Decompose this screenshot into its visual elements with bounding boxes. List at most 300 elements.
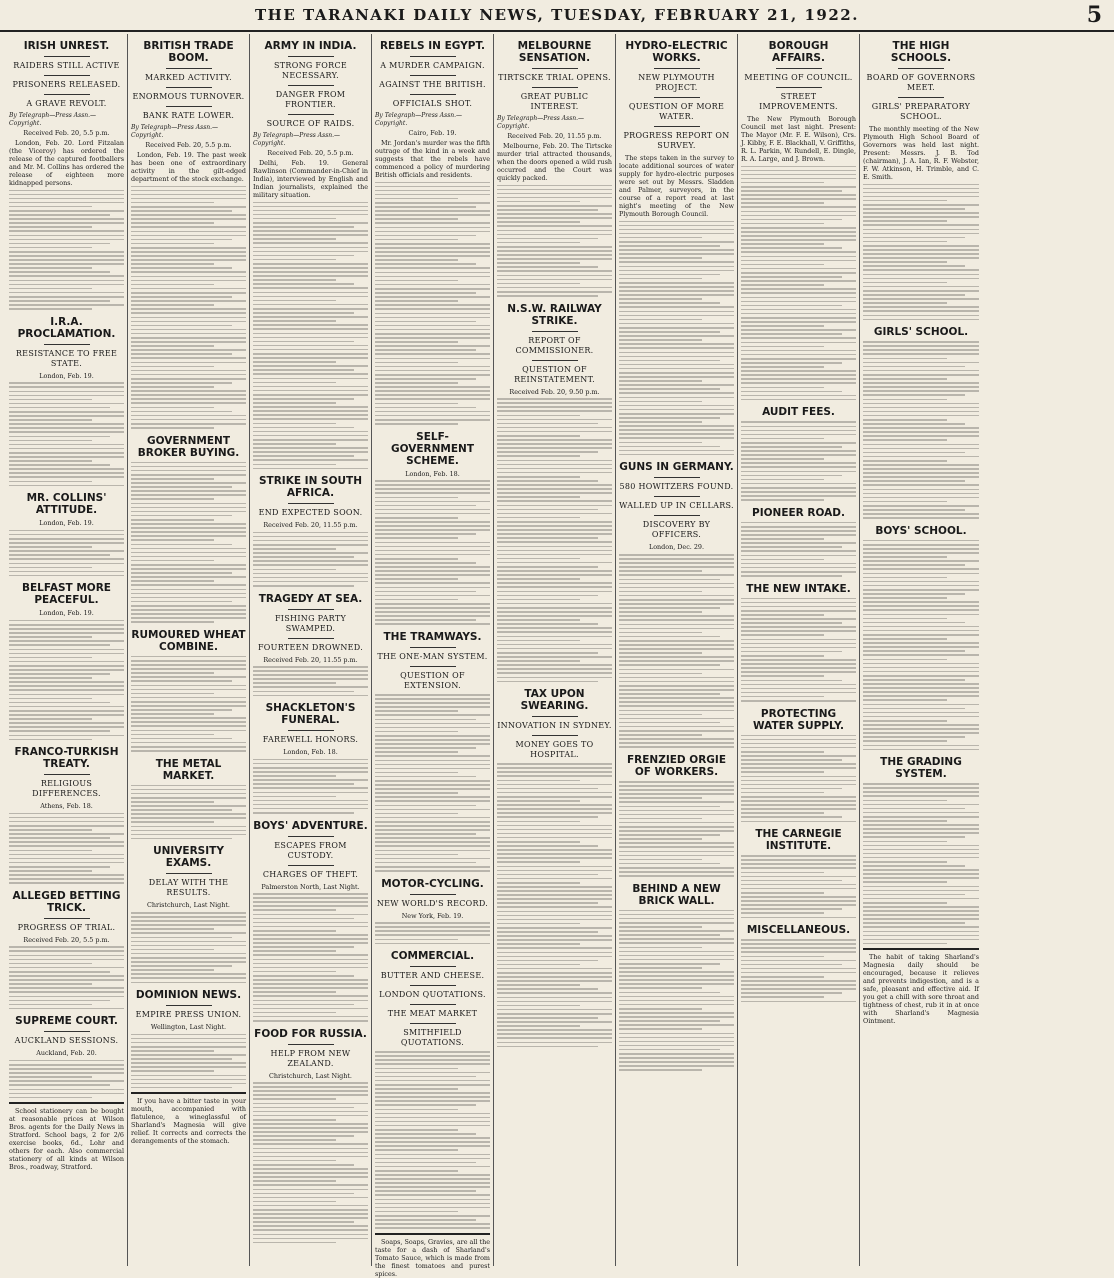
- text-line: [863, 716, 979, 718]
- text-line: [253, 267, 368, 269]
- text-line: [131, 730, 246, 732]
- article-subheading: LONDON QUOTATIONS.: [379, 990, 486, 1000]
- text-line: [131, 920, 246, 922]
- text-line: [131, 1050, 214, 1052]
- text-line: [863, 585, 979, 587]
- text-line: [9, 271, 110, 273]
- text-line: [9, 214, 110, 216]
- dateline: Received Feb. 20, 5.5 p.m.: [145, 141, 232, 149]
- text-line: [863, 394, 965, 396]
- text-line: [375, 1215, 490, 1217]
- text-line: [253, 930, 336, 932]
- text-line: [497, 660, 580, 662]
- text-line: [741, 243, 824, 245]
- text-line: [375, 813, 458, 815]
- text-line: [619, 726, 734, 728]
- text-line: [863, 869, 979, 871]
- text-line: [741, 499, 824, 501]
- text-line: [741, 912, 824, 914]
- text-line: [497, 812, 612, 814]
- text-line: [253, 532, 368, 534]
- text-line: [131, 231, 246, 233]
- text-line: [9, 304, 124, 306]
- text-line: [9, 558, 124, 560]
- text-line: [619, 454, 734, 456]
- text-line: [619, 863, 720, 865]
- text-line: [619, 951, 734, 953]
- text-line: [741, 780, 856, 782]
- text-line: [863, 675, 979, 677]
- text-line: [9, 456, 124, 458]
- text-line: [863, 568, 979, 570]
- text-line: [375, 407, 476, 409]
- masthead: [0, 0, 1114, 32]
- text-line: [375, 292, 476, 294]
- text-line: [741, 526, 856, 528]
- text-line: [741, 675, 824, 677]
- text-line: [253, 569, 336, 571]
- text-line: [131, 556, 246, 558]
- text-line: [863, 484, 979, 486]
- text-line: [741, 880, 842, 882]
- article-headline: IRISH UNREST.: [23, 40, 110, 52]
- text-line: [741, 284, 824, 286]
- text-line: [741, 430, 856, 432]
- text-line: [619, 738, 734, 740]
- text-line: [131, 478, 214, 480]
- article-body-text: [375, 922, 490, 944]
- text-line: [375, 243, 490, 245]
- dateline: Christchurch, Last Night.: [269, 1071, 352, 1080]
- headline-rule: [654, 515, 700, 516]
- text-line: [741, 643, 856, 645]
- text-line: [375, 366, 490, 368]
- text-line: [863, 704, 979, 706]
- dateline: Palmerston North, Last Night.: [261, 882, 360, 891]
- text-line: [9, 722, 124, 724]
- text-line: [131, 701, 246, 703]
- text-line: [741, 964, 842, 966]
- text-line: [375, 521, 490, 523]
- text-line: [863, 618, 947, 620]
- text-line: [9, 190, 124, 192]
- text-line: [9, 411, 124, 413]
- text-line: [497, 886, 612, 888]
- article-headline: MOTOR-CYCLING.: [381, 877, 484, 890]
- text-line: [253, 251, 368, 253]
- text-line: [375, 599, 458, 601]
- text-line: [497, 254, 612, 256]
- text-line: [741, 454, 856, 456]
- text-line: [375, 800, 490, 802]
- text-line: [375, 619, 476, 621]
- text-line: [741, 374, 856, 376]
- text-line: [131, 494, 246, 496]
- text-line: [741, 980, 856, 982]
- text-line: [375, 308, 490, 310]
- article-body-text: [741, 735, 856, 823]
- text-line: [375, 755, 490, 757]
- text-line: [253, 373, 368, 375]
- article-subheading: MONEY GOES TO HOSPITAL.: [515, 740, 594, 760]
- article-headline: FRANCO-TURKISH TREATY.: [14, 746, 119, 771]
- text-line: [497, 197, 612, 199]
- text-line: [375, 825, 490, 827]
- article-headline: REBELS IN EGYPT.: [379, 40, 486, 52]
- text-line: [497, 500, 612, 502]
- text-line: [741, 256, 856, 258]
- article-body-text: [863, 783, 979, 944]
- article-subheading: FAREWELL HONORS.: [262, 735, 359, 745]
- text-line: [131, 366, 214, 368]
- text-line: [253, 548, 336, 550]
- article-body-text: [9, 1060, 124, 1098]
- dateline: Received Feb. 20, 11.55 p.m.: [507, 132, 602, 140]
- text-line: [741, 567, 856, 569]
- text-line: [741, 337, 856, 339]
- text-line: [131, 1038, 246, 1040]
- text-line: [9, 1000, 110, 1002]
- text-line: [9, 308, 92, 310]
- text-line: [375, 1117, 490, 1119]
- text-line: [131, 333, 246, 335]
- text-line: [253, 682, 336, 684]
- text-line: [863, 845, 979, 847]
- text-line: [741, 767, 856, 769]
- text-line: [863, 245, 979, 247]
- text-line: [9, 468, 124, 470]
- text-line: [253, 540, 368, 542]
- text-line: [131, 789, 246, 791]
- text-line: [619, 797, 702, 799]
- text-line: [741, 939, 856, 941]
- text-line: [497, 677, 612, 679]
- text-line: [741, 667, 856, 669]
- text-line: [741, 358, 856, 360]
- text-line: [131, 982, 246, 984]
- text-line: [863, 787, 979, 789]
- advertisement: Soaps, Soaps, Gravies, are all the taste for a dash of Sharland's Tomato Sauce, which is made from the finest tomatoes and purest spices.: [375, 1233, 490, 1278]
- article-subheading: END EXPECTED SOON.: [258, 508, 363, 518]
- text-line: [375, 542, 490, 544]
- text-line: [741, 194, 856, 196]
- headline-rule: [288, 638, 334, 639]
- text-line: [497, 398, 612, 400]
- text-line: [497, 1017, 598, 1019]
- text-line: [741, 634, 824, 636]
- text-line: [619, 910, 734, 912]
- text-line: [131, 830, 246, 832]
- text-line: [497, 484, 612, 486]
- text-line: [131, 1079, 246, 1081]
- article-subheading: A MURDER CAMPAIGN.: [380, 61, 485, 70]
- text-line: [619, 926, 702, 928]
- article-body-text: [497, 185, 612, 297]
- text-line: [9, 202, 124, 204]
- text-line: [131, 817, 246, 819]
- text-line: [741, 947, 856, 949]
- article-subheading: RELIGIOUS DIFFERENCES.: [32, 779, 101, 799]
- text-line: [375, 1182, 490, 1184]
- article-headline: STRIKE IN SOUTH AFRICA.: [259, 475, 362, 500]
- text-line: [619, 838, 702, 840]
- text-line: [9, 218, 124, 220]
- text-line: [497, 603, 612, 605]
- text-line: [9, 452, 124, 454]
- text-line: [9, 481, 92, 483]
- text-line: [253, 443, 336, 445]
- text-line: [375, 267, 490, 269]
- text-line: [497, 943, 580, 945]
- text-line: [619, 429, 734, 431]
- text-line: [863, 345, 979, 347]
- text-line: [741, 495, 856, 497]
- text-line: [375, 751, 458, 753]
- text-line: [619, 437, 734, 439]
- text-line: [131, 321, 246, 323]
- text-line: [375, 1125, 490, 1127]
- text-line: [497, 780, 580, 782]
- text-line: [131, 259, 246, 261]
- text-line: [9, 821, 124, 823]
- text-line: [497, 681, 598, 683]
- text-line: [131, 564, 246, 566]
- text-line: [863, 415, 979, 417]
- text-line: [619, 376, 734, 378]
- text-line: [375, 276, 490, 278]
- text-line: [863, 832, 979, 834]
- text-line: [253, 1148, 368, 1150]
- text-line: [375, 1223, 490, 1225]
- text-line: [375, 1203, 490, 1205]
- text-line: [131, 276, 246, 278]
- text-line: [741, 896, 856, 898]
- text-line: [131, 1034, 246, 1036]
- text-line: [619, 959, 734, 961]
- text-line: [9, 538, 124, 540]
- text-line: [375, 772, 458, 774]
- text-line: [619, 693, 720, 695]
- text-line: [741, 751, 824, 753]
- text-line: [131, 378, 246, 380]
- article-subheading: SOURCE OF RAIDS.: [266, 119, 355, 128]
- text-line: [741, 988, 856, 990]
- text-line: [619, 425, 734, 427]
- text-line: [741, 917, 856, 919]
- text-line: [741, 309, 856, 311]
- article-body-text: [375, 182, 490, 425]
- text-line: [619, 558, 734, 560]
- article-headline: RUMOURED WHEAT COMBINE.: [131, 628, 246, 653]
- text-line: [253, 361, 336, 363]
- text-line: [497, 906, 612, 908]
- text-line: [741, 487, 856, 489]
- text-line: [497, 209, 598, 211]
- text-line: [375, 1141, 490, 1143]
- text-line: [253, 312, 354, 314]
- text-line: [863, 671, 979, 673]
- text-line: [741, 313, 856, 315]
- text-line: [9, 1076, 92, 1078]
- text-line: [863, 233, 979, 235]
- text-line: [375, 710, 458, 712]
- text-line: [619, 1053, 734, 1055]
- text-line: [619, 963, 720, 965]
- text-line: [375, 934, 490, 936]
- text-line: [253, 287, 368, 289]
- text-line: [253, 564, 368, 566]
- text-line: [619, 922, 734, 924]
- text-line: [131, 288, 246, 290]
- text-line: [863, 804, 979, 806]
- advertisement: If you have a bitter taste in your mouth, accompanied with flatulence, a wineglassful of Sharland's Magnesia will give relief. It corrects and corrects the derangements of the stomach.: [131, 1092, 246, 1145]
- headline-rule: [166, 873, 212, 874]
- text-line: [253, 1119, 336, 1121]
- text-line: [863, 544, 979, 546]
- text-line: [619, 619, 734, 621]
- text-line: [131, 190, 246, 192]
- headline-rule: [410, 94, 456, 95]
- text-line: [741, 684, 856, 686]
- text-line: [619, 942, 734, 944]
- text-line: [253, 1008, 368, 1010]
- text-line: [253, 1135, 354, 1137]
- text-line: [741, 170, 856, 172]
- text-line: [375, 1211, 458, 1213]
- text-line: [9, 280, 124, 282]
- text-line: [9, 460, 92, 462]
- headline-rule: [776, 87, 822, 88]
- text-line: [863, 605, 979, 607]
- article-subheading: INNOVATION IN SYDNEY.: [497, 721, 612, 731]
- text-line: [9, 710, 124, 712]
- text-line: [497, 283, 580, 285]
- article-headline: ALLEGED BETTING TRICK.: [12, 889, 121, 914]
- text-line: [131, 693, 214, 695]
- text-line: [375, 1227, 490, 1229]
- text-line: [375, 731, 458, 733]
- text-line: [741, 366, 824, 368]
- text-line: [131, 721, 246, 723]
- text-line: [375, 922, 490, 924]
- text-line: [9, 1068, 124, 1070]
- headline-rule: [44, 94, 90, 95]
- headline-rule: [410, 666, 456, 667]
- headline-rule: [44, 774, 90, 775]
- text-line: [619, 947, 702, 949]
- text-line: [9, 862, 124, 864]
- text-line: [253, 767, 368, 769]
- text-line: [253, 300, 336, 302]
- text-line: [9, 817, 124, 819]
- text-line: [131, 589, 246, 591]
- text-line: [131, 386, 214, 388]
- article-headline: ARMY IN INDIA.: [264, 40, 357, 52]
- text-line: [131, 218, 246, 220]
- article-body-text: [253, 759, 368, 814]
- text-line: [741, 784, 856, 786]
- text-line: [863, 720, 947, 722]
- text-line: [741, 618, 856, 620]
- text-line: [619, 822, 734, 824]
- text-line: [375, 1166, 490, 1168]
- article-body-text: [375, 1051, 490, 1229]
- text-line: [741, 639, 856, 641]
- text-line: [619, 323, 734, 325]
- headline-rule: [654, 97, 700, 98]
- text-line: [253, 218, 336, 220]
- text-line: [131, 539, 214, 541]
- text-line: [9, 382, 124, 384]
- text-line: [619, 1028, 702, 1030]
- text-line: [375, 525, 490, 527]
- text-line: [253, 226, 354, 228]
- text-line: [863, 489, 979, 491]
- text-line: [619, 392, 734, 394]
- text-line: [741, 888, 856, 890]
- text-line: [253, 897, 368, 899]
- headline-rule: [288, 503, 334, 504]
- article-body-text: [9, 620, 124, 740]
- article-body-text: [619, 910, 734, 1071]
- text-line: [131, 785, 246, 787]
- headline-rule: [410, 75, 456, 76]
- text-line: [253, 1020, 368, 1022]
- article-body-text: [863, 341, 979, 519]
- text-line: [375, 255, 490, 257]
- headline-rule: [654, 496, 700, 497]
- text-line: [9, 263, 124, 265]
- text-line: [497, 947, 612, 949]
- text-line: [497, 927, 612, 929]
- text-line: [619, 574, 734, 576]
- text-line: [375, 304, 490, 306]
- text-line: [9, 677, 92, 679]
- text-line: [375, 1113, 490, 1115]
- text-line: [253, 1004, 354, 1006]
- text-line: [253, 275, 368, 277]
- text-line: [131, 973, 246, 975]
- text-line: [497, 1021, 612, 1023]
- text-line: [131, 325, 232, 327]
- text-line: [131, 474, 246, 476]
- text-line: [375, 1194, 490, 1196]
- text-line: [253, 1086, 368, 1088]
- text-line: [253, 808, 368, 810]
- article-body-text: [375, 694, 490, 872]
- text-line: [253, 779, 368, 781]
- text-line: [9, 567, 92, 569]
- text-line: [619, 1045, 734, 1047]
- text-line: [741, 342, 856, 344]
- article-headline: THE HIGH SCHOOLS.: [890, 40, 952, 64]
- text-line: [863, 306, 979, 308]
- text-line: [619, 1037, 734, 1039]
- text-line: [131, 965, 232, 967]
- text-line: [741, 630, 856, 632]
- text-line: [497, 980, 612, 982]
- text-line: [375, 805, 476, 807]
- text-line: [253, 536, 368, 538]
- text-line: [131, 568, 246, 570]
- article-subheading: THE ONE-MAN SYSTEM.: [377, 652, 488, 661]
- text-line: [863, 736, 965, 738]
- text-line: [619, 846, 734, 848]
- text-line: [863, 841, 947, 843]
- text-line: [253, 934, 368, 936]
- text-line: [131, 312, 246, 314]
- text-line: [253, 670, 368, 672]
